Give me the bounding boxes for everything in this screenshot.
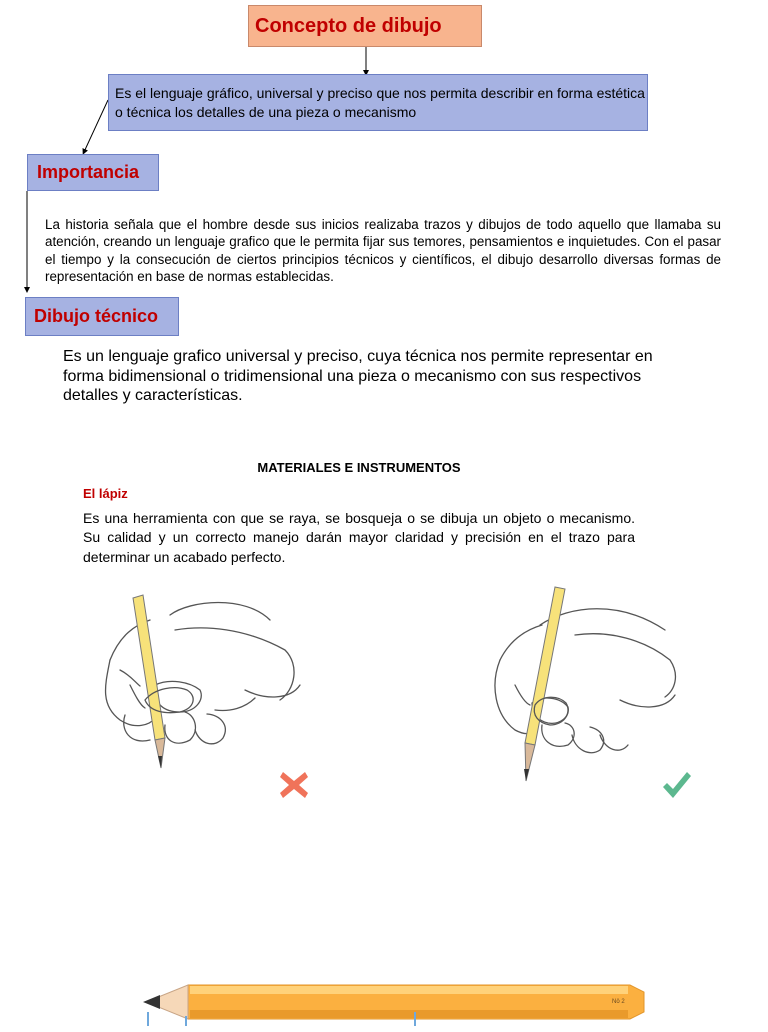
page-title [248, 5, 482, 47]
lapiz-text: Es una herramienta con que se raya, se bosqueja o se dibuja un objeto o mecanismo. Su calidad y un correcto manejo darán mayor claridad y precisión en el trazo para determinar un acabado perfecto. [83, 510, 635, 565]
pencil-illustration [140, 982, 660, 1032]
pencil-label: Nö 2 [612, 999, 625, 1005]
page-title-text: Concepto de dibujo [255, 14, 442, 37]
materiales-heading: MATERIALES E INSTRUMENTOS [257, 460, 461, 475]
dibujo-tecnico-heading: Dibujo técnico [25, 297, 179, 336]
dibujo-tecnico-text: Es un lenguaje grafico universal y preciso, cuya técnica nos permite representar en forma bidimensional o tridimensional una pieza o mecanismo con sus respectivos detalles y características. [63, 348, 653, 405]
importancia-heading: Importancia [27, 154, 159, 191]
hand-pencil-correct-illustration [480, 585, 700, 795]
lapiz-heading: El lápiz [83, 486, 128, 501]
importancia-text: La historia señala que el hombre desde sus inicios realizaba trazos y dibujos de todo aquello que llamaba su atención, creando un lenguaje grafico que le permita fijar sus temores, pensamientos e inquietudes. Con el pasar el tiempo y la consecución de ciertos principios técnicos y científicos, el dibujo desarrollo diversas formas de representación en base de normas establecidas. [45, 217, 721, 284]
definition-box: Es el lenguaje gráfico, universal y preciso que nos permita describir en forma estética o técnica los detalles de una pieza o mecanismo [108, 74, 648, 131]
hand-pencil-wrong-illustration [95, 590, 315, 790]
wrong-cross-icon [279, 770, 309, 800]
correct-check-icon [661, 770, 693, 800]
